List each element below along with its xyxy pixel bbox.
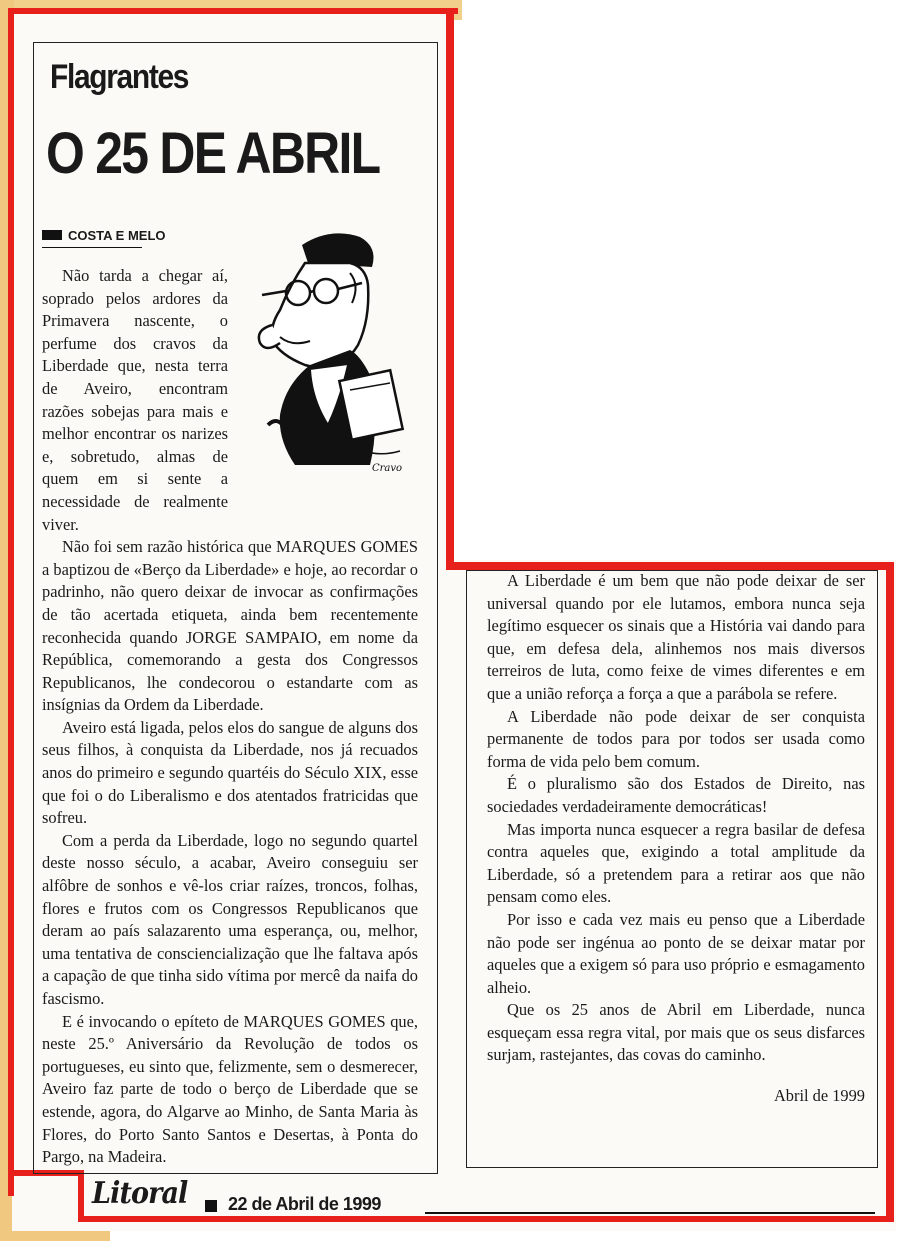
section-kicker: Flagrantes [50, 58, 189, 96]
paragraph: Não tarda a chegar aí, soprado pelos ardores da Primavera nascente, o perfume dos cravos da Liberdade que, nesta terra de Aveiro, encontram razões sobejas para mais e melhor encontrar os narizes e, sobretudo, almas de quem em si sente a necessidade de realmente viver. [42, 266, 228, 534]
paragraph: E é invocando o epíteto de MARQUES GOMES que, neste 25.º Aniversário da Revolução de todos os portugueses, eu sinto que, felizmente, sem o desmerecer, Aveiro faz parte de todo o berço de Liberdade que se estende, agora, do Algarve ao Minho, de Santa Maria às Flores, do Porto Santo Santos e Desertas, à Ponta do Pargo, na Madeira. [42, 1011, 418, 1167]
paragraph: Com a perda da Liberdade, logo no segundo quartel deste nosso século, a acabar, Aveiro conseguiu ser alfôbre de sonhos e vê-los criar raízes, troncos, folhas, flores e frutos com os Congressos Republicanos que deram ao país salazarento uma esperança, ou, melhor, uma tentativa de consciencialização que lhe faltava após a capação de que tinha sido vítima por mercê da naifa do fascismo. [42, 830, 418, 1008]
date-signature: Abril de 1999 [773, 1086, 865, 1106]
author-name: COSTA E MELO [68, 227, 166, 243]
headline: O 25 DE ABRIL [46, 121, 380, 186]
paragraph: A Liberdade não pode deixar de ser conquista permanente de todos para por todos ser usada como forma de vida pelo bem comum. [487, 706, 865, 771]
paragraph: Mas importa nunca esquecer a regra basilar de defesa contra aqueles que, exigindo a total amplitude da Liberdade, só a pretendem para a retirar aos que não pensam como eles. [487, 819, 865, 907]
illustration-wrap-space [228, 265, 418, 500]
publication-date: 22 de Abril de 1999 [228, 1194, 381, 1214]
footer-rule [425, 1212, 875, 1214]
author-byline [42, 222, 172, 248]
paragraph: Por isso e cada vez mais eu penso que a Liberdade não pode ser ingénua ao ponto de se deixar matar por aqueles que a exigem só para uso próprio e esmagamento alheio. [487, 909, 865, 997]
cut-outline [8, 8, 14, 1196]
paragraph: A Liberdade é um bem que não pode deixar de ser universal quando por ele lutamos, embora nunca seja legítimo esquecer os sinais que a História vai dando para que, em defesa dela, alinhemos nos mais diversos terreiros de luta, como feixe de vimes diferentes e em que a união reforça a força a que a parábola se refere. [487, 571, 865, 703]
publication-logo: Litoral [92, 1176, 188, 1211]
paragraph: Aveiro está ligada, pelos elos do sangue de alguns dos seus filhos, à conquista da Liberdade, nos já recuados anos do primeiro e segundo quartéis do Século XIX, esse que foi o do Liberalismo e dos atentados fratricidas que sofreu. [42, 717, 418, 828]
footer-square-icon [205, 1200, 217, 1212]
paragraph: Que os 25 anos de Abril em Liberdade, nunca esqueçam essa regra vital, por mais que os seus disfarces surjam, rastejantes, das covas do caminho. [487, 1000, 865, 1065]
paragraph: É o pluralismo são dos Estados de Direito, nas sociedades verdadeiramente democráticas! [487, 774, 865, 816]
article-column-right [487, 570, 865, 1124]
byline-square-icon [42, 230, 62, 240]
byline-rule [42, 247, 142, 248]
caricature-signature: Cravo [372, 463, 403, 474]
article-column-left [42, 265, 418, 1169]
paragraph: Não foi sem razão histórica que MARQUES GOMES a baptizou de «Berço da Liberdade» e hoje, ao recordar o padrinho, não quero deixar de invocar as confirmações de tão acertada etiqueta, ainda bem recentemente reconhecida quando JORGE SAMPAIO, em nome da República, comemorando a gesta dos Congressos Republicanos, lhe condecorou o estandarte com as insígnias da Ordem da Liberdade. [42, 537, 418, 715]
